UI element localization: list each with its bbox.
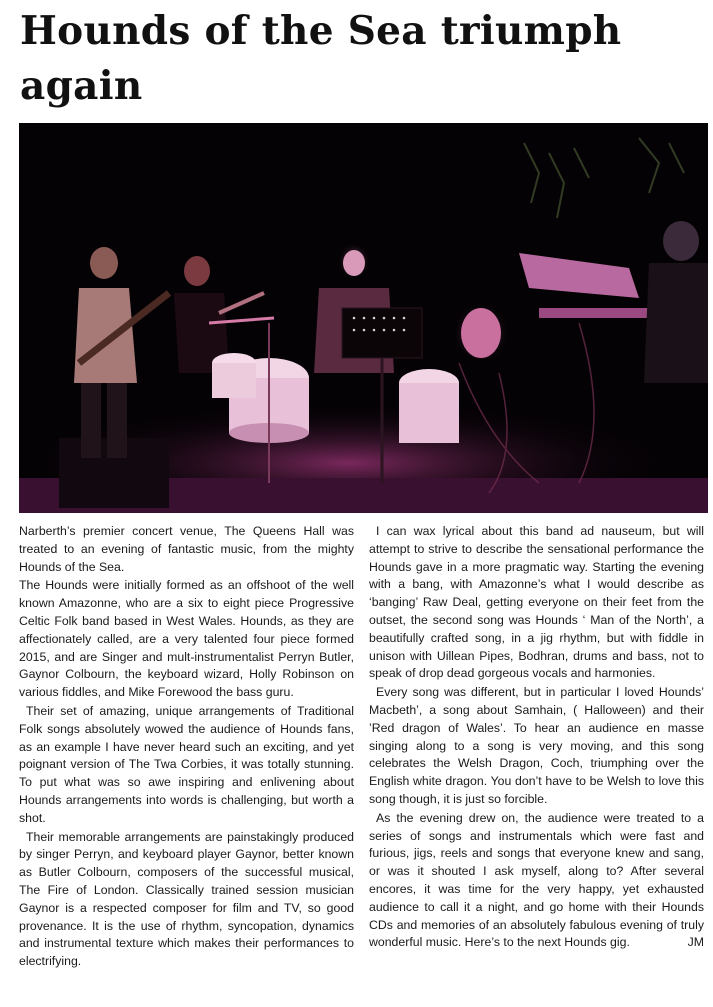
paragraph-arrangements: Their memorable arrangements are painstakingly produced by singer Perryn, and keyboard player Gaynor, better known as Butler Colbourn, composers of the successful musical, The Fire of London. Classically trained session musician Gaynor is a respected composer for film and TV, so good provenance. It is the use of rhythm, syncopation, dynamics and instrumental texture which makes their performances to electrifying. xyxy=(19,829,354,969)
band-on-stage-photo-icon xyxy=(19,123,708,513)
band-photo xyxy=(19,123,708,513)
paragraph-songs: Every song was different, but in particular I loved Hounds’ Macbeth’, a song about Samhain, ( Halloween) and their ’Red dragon of Wales’. To hear an audience en masse singing along to a song is very moving, and this song celebrates the Welsh Dragon, Coch, triumphing over the English white dragon. You don’t have to be Welsh to love this song though, it is just so forcible. xyxy=(369,685,704,806)
headline-line-1: Hounds of the Sea triumph again xyxy=(20,8,622,109)
paragraph-finale-text: As the evening drew on, the audience were treated to a series of songs and instrumentals which were fast and furious, jigs, reels and songs that everyone knew and sang, or was it shouted I ask myself, along to? After several encores, it was time for the very happy, yet exhausted audience to call it a night, and go home with their Hounds CDs and memories of an absolutely fabulous evening of truly wonderful music. Here’s to the next Hounds gig. xyxy=(369,810,704,950)
paragraph-set: Their set of amazing, unique arrangements of Traditional Folk songs absolutely wowed the audience of Hounds fans, as an example I have never heard such an exciting, and yet poignant version of The Twa Corbies, it was totally stunning. To put what was so awe inspiring and enlivening about Hounds arrangements into words is challenging, but worth a shot. xyxy=(19,703,354,825)
article-column-left xyxy=(19,523,354,972)
paragraph-performance: I can wax lyrical about this band ad nauseum, but will attempt to strive to describe the sensational performance the Hounds gave in a more pragmatic way. Starting the evening with a bang, with Amazonne’s what I would describe as ‘banging’ Raw Deal, getting everyone on their feet from the outset, the second song was Hounds ‘ Man of the North’, a beautifully crafted song, in a jig rhythm, but with fiddle in unison with Uillean Pipes, Bodhran, drums and bass, not to speak of drop dead gorgeous vocals and harmonies. xyxy=(369,524,704,681)
paragraph-origins: The Hounds were initially formed as an offshoot of the well known Amazonne, who are a six to eight piece Progressive Celtic Folk band based in West Wales. Hounds, as they are affectionately called, are a very talented four piece formed 2015, and are Singer and mult-instrumentalist Perryn Butler, Gaynor Colbourn, the keyboard wizard, Holly Robinson on various fiddles, and Mike Forewood the bass guru. xyxy=(19,578,354,700)
author-signature: JM xyxy=(687,935,704,950)
paragraph-finale xyxy=(369,810,704,952)
paragraph-intro: Narberth’s premier concert venue, The Queens Hall was treated to an evening of fantastic music, from the mighty Hounds of the Sea. xyxy=(19,524,354,574)
article-column-right xyxy=(369,523,704,953)
